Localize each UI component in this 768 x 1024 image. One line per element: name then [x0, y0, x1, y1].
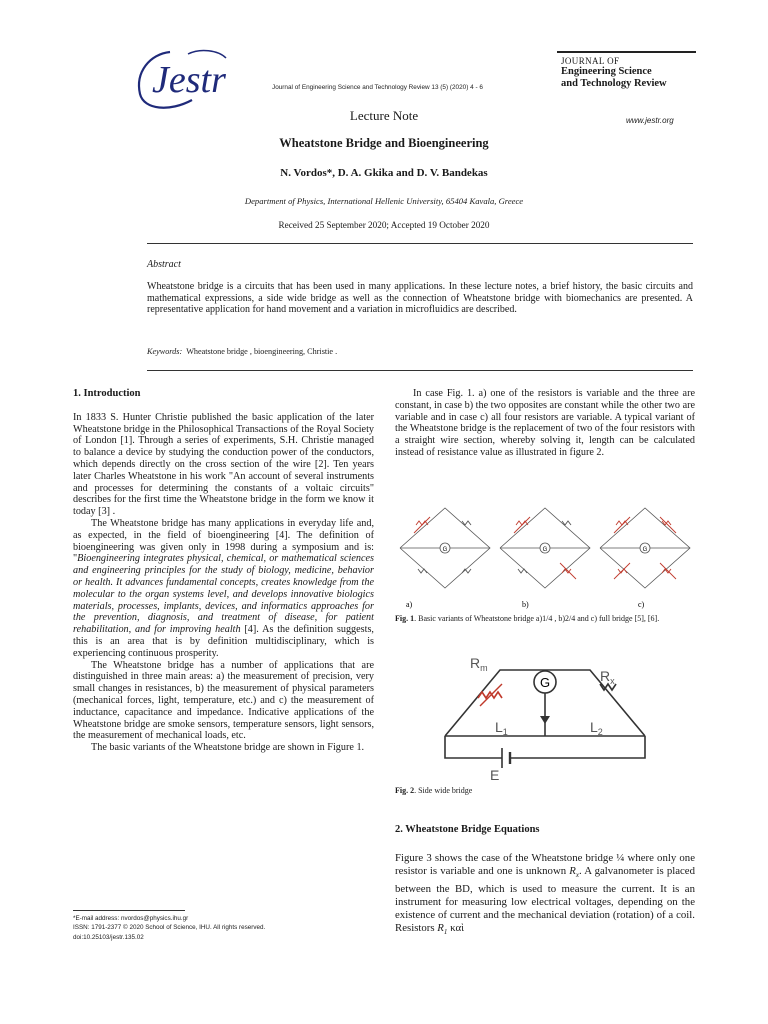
galvanometer-label: G	[442, 547, 448, 553]
section-2-title: 2. Wheatstone Bridge Equations	[395, 824, 540, 835]
fig1-label-b: b)	[522, 600, 529, 609]
authors: N. Vordos*, D. A. Gkika and D. V. Bandekas	[280, 167, 488, 179]
section-1-title: 1. Introduction	[73, 388, 141, 399]
bridge-b	[500, 508, 590, 609]
svg-text:G: G	[642, 547, 648, 553]
figure-2	[440, 648, 655, 780]
footnote-doi[interactable]: doi:10.25103/jestr.135.02	[73, 933, 144, 941]
left-column	[73, 388, 374, 754]
article-type: Lecture Note	[349, 108, 419, 123]
journal-logo	[130, 42, 240, 117]
footnote-email[interactable]: *E-mail address: nvordos@physics.ihu.gr	[73, 915, 189, 922]
journal-citation: Journal of Engineering Science and Technology Review 13 (5) (2020) 4 - 6	[272, 84, 483, 91]
intro-paragraph-3: The Wheatstone bridge has a number of applications that are distinguished in three main areas: a) the measurement of precision, very small changes in resistances, b) the measurement of physical parameters (mechanical forces, light, temperature, etc.) and c) the measurement of inductance, capacitance and impedance. Indicative applications of the Wheatstone bridge are smoke sensors, temperature sensors, light sensors, the measurement of mechanical loads, etc.	[73, 659, 374, 742]
fig1-label-c: c)	[638, 600, 645, 609]
figure-1-caption: Fig. 1. Basic variants of Wheatstone bridge a)1/4 , b)2/4 and c) full bridge [5], [6].	[395, 614, 660, 623]
footnote-issn: ISSN: 1791-2377 © 2020 School of Science, IHU. All rights reserved.	[73, 924, 266, 932]
intro-paragraph-1: In 1833 S. Hunter Christie published the basic application of the later Wheatstone bridge in the Philosophical Transactions of the Royal Society of London [1]. Through a series of experiments, S.H. Christie managed to balance a device by studying the conduction power of the conductors, which depends directly on the cross section of the wire [2]. Ten years later Charles Wheatstone in his work "An account of several instruments and processes for determining the constants of a voltaic circuits" describes for the first time the Wheatstone bridge in the form we know it today [3] .	[73, 411, 374, 518]
logo-text: Jestr	[152, 59, 226, 101]
figure-2-caption: Fig. 2. Side wide bridge	[395, 786, 473, 795]
svg-text:G: G	[542, 547, 548, 553]
figure-1	[395, 503, 695, 615]
bridge-a	[400, 508, 490, 609]
journal-line-1: JOURNAL OF	[561, 56, 620, 66]
abstract-heading: Abstract	[147, 259, 181, 270]
equations-text: Figure 3 shows the case of the Wheatstone bridge ¼ where only one resistor is variable and one is unknown $R_x$. A galvanometer is placed between the BD, which is used to measure the current. It is an instrument for measuring low electrical voltages, depending on the existence of current and the mechanical deviation (rotation) of a coil. Resistors $R_1$ καὶ	[395, 852, 696, 937]
fig2-l2: $L_2$	[590, 719, 603, 737]
rule-bottom	[147, 370, 693, 371]
right-column-text-1	[395, 388, 695, 459]
fig2-rx: $R_x$	[600, 668, 615, 686]
keywords-list: Wheatstone bridge , bioengineering, Christie .	[186, 347, 338, 356]
footnote	[73, 914, 265, 942]
journal-website[interactable]: www.jestr.org	[626, 116, 674, 125]
journal-title-box	[561, 56, 696, 90]
journal-line-2: Engineering Science	[561, 66, 652, 77]
journal-line-3: and Technology Review	[561, 78, 667, 89]
bridge-c	[600, 508, 690, 609]
keywords-label: Keywords:	[147, 347, 183, 356]
right-paragraph-1: In case Fig. 1. a) one of the resistors is variable and the three are constant, in case b) the two opposites are constant while the other two are variable and in case c) all four resistors are variable. A typical variant of the Wheatstone bridge is the replacement of two of the four resistors with a straight wire section, whereby solving it, length can be calculated instead of resistance value as illustrated in figure 2.	[395, 388, 695, 458]
footnote-rule	[73, 910, 185, 911]
abstract-text: Wheatstone bridge is a circuits that has been used in many applications. In these lecture notes, a brief history, the basic circuits and mathematical expressions, a side wide bridge as well as the connection of Wheatstone bridge with biomechanics are presented. A representative application for hand movement and a variation in microfluidics are described.	[147, 281, 693, 316]
equations-paragraph	[395, 852, 695, 940]
intro-paragraph-4: The basic variants of the Wheatstone bridge are shown in Figure 1.	[91, 742, 365, 754]
fig2-l1: $L_1$	[495, 719, 508, 737]
fig1-label-a: a)	[406, 600, 413, 609]
article-title: Wheatstone Bridge and Bioengineering	[279, 136, 489, 150]
intro-paragraph-2: The Wheatstone bridge has many applications in everyday life and, as expected, in the field of bioengineering [4]. The definition of bioengineering was given only in 1998 during a symposium and is: "Bioengineering integrates physical, chemical, or mathematical sciences and engineering principles for the study of biology, medicine, behavior or health. It advances fundamental concepts, creates knowledge from the molecular to the organ systems level, and develops innovative biologics materials, processes, implants, devices, and informatics approaches for the prevention, diagnosis, and treatment of disease, for patient rehabilitation, and for improving health [4]. As the definition suggests, this is an area that is by definition multidisciplinary, which is experiencing continuous prosperity.	[73, 517, 374, 659]
fig2-rm: $R_m$	[470, 655, 488, 673]
received-dates: Received 25 September 2020; Accepted 19 October 2020	[278, 220, 490, 230]
keywords	[147, 347, 337, 356]
affiliation: Department of Physics, International Hellenic University, 65404 Kavala, Greece	[244, 196, 524, 206]
fig2-e: E	[490, 767, 500, 780]
fig2-g: G	[539, 675, 551, 690]
rule-top	[147, 243, 693, 244]
